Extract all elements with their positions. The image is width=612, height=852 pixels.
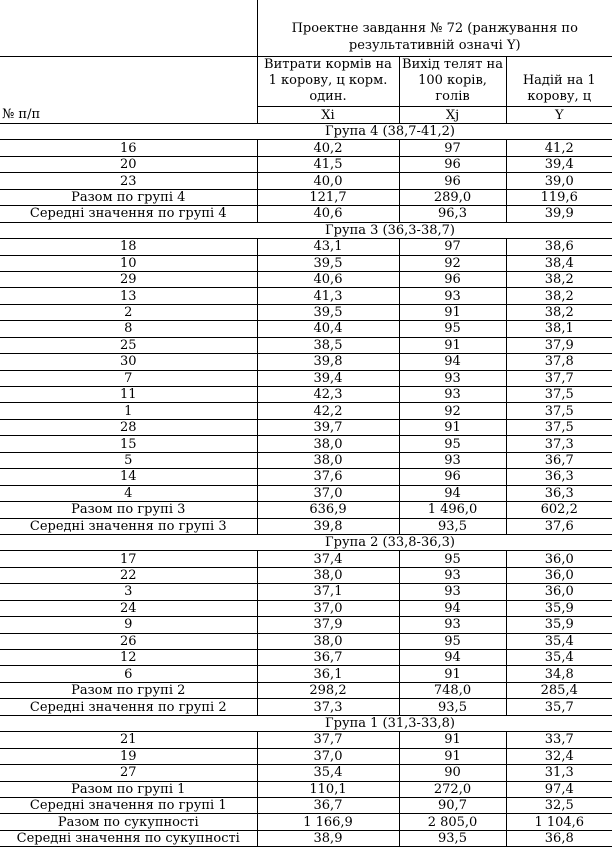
group-title: Група 2 (33,8-36,3): [325, 535, 455, 551]
milk-yield-cell: 39,4: [506, 156, 612, 172]
feed-cost-cell: 42,3: [257, 387, 399, 403]
feed-cost-cell: 40,4: [257, 321, 399, 337]
feed-cost-cell: 38,0: [257, 633, 399, 649]
overall-mean-feed: 38,9: [257, 830, 399, 846]
calves-cell: 91: [399, 419, 506, 435]
milk-yield-cell: 31,3: [506, 765, 612, 781]
group-title: Група 3 (36,3-38,7): [325, 222, 455, 238]
group-title-cell: [0, 222, 612, 238]
group-mean-label: Середні значення по групі 1: [0, 797, 257, 813]
group-mean-milk-yield: 32,5: [506, 797, 612, 813]
milk-yield-cell: 38,2: [506, 304, 612, 320]
group-mean-calves: 93,5: [399, 518, 506, 534]
farm-number-cell: 22: [0, 567, 257, 583]
table-row: [0, 239, 612, 255]
feed-cost-cell: 37,9: [257, 617, 399, 633]
table-row: [0, 370, 612, 386]
farm-number-cell: 5: [0, 452, 257, 468]
calves-cell: 93: [399, 387, 506, 403]
farm-number-cell: 21: [0, 732, 257, 748]
overall-mean-row: [0, 830, 612, 846]
calves-cell: 96: [399, 156, 506, 172]
group-mean-feed: 37,3: [257, 699, 399, 715]
overall-mean-label: Середні значення по сукупності: [0, 830, 257, 846]
feed-cost-cell: 42,2: [257, 403, 399, 419]
milk-yield-cell: 37,9: [506, 337, 612, 353]
milk-yield-cell: 37,5: [506, 419, 612, 435]
group-title-cell: [0, 534, 612, 550]
milk-yield-cell: 32,4: [506, 748, 612, 764]
group-total-feed: 110,1: [257, 781, 399, 797]
table-row: [0, 633, 612, 649]
table-row: [0, 617, 612, 633]
farm-number-cell: 29: [0, 271, 257, 287]
farm-number-cell: 30: [0, 354, 257, 370]
group-total-row: [0, 682, 612, 698]
table-row: [0, 567, 612, 583]
feed-cost-cell: 37,6: [257, 469, 399, 485]
milk-yield-cell: 37,5: [506, 387, 612, 403]
group-mean-calves: 93,5: [399, 699, 506, 715]
milk-yield-cell: 36,7: [506, 452, 612, 468]
symbol-y: Y: [506, 107, 612, 124]
group-title: Група 4 (38,7-41,2): [325, 124, 455, 140]
project-title: Проектне завдання № 72 (ранжування по результативній означі Y): [257, 0, 612, 57]
calves-cell: 94: [399, 354, 506, 370]
group-mean-label: Середні значення по групі 2: [0, 699, 257, 715]
farm-number-cell: 3: [0, 584, 257, 600]
farm-number-cell: 9: [0, 617, 257, 633]
group-total-label: Разом по групі 3: [0, 502, 257, 518]
farm-number-cell: 23: [0, 173, 257, 189]
group-header-row: [0, 715, 612, 731]
milk-yield-cell: 36,3: [506, 469, 612, 485]
table-row: [0, 321, 612, 337]
table-row: [0, 765, 612, 781]
farm-number-cell: 10: [0, 255, 257, 271]
table-row: [0, 304, 612, 320]
farm-number-cell: 1: [0, 403, 257, 419]
feed-cost-cell: 39,5: [257, 304, 399, 320]
group-header-row: [0, 124, 612, 140]
group-mean-label: Середні значення по групі 4: [0, 206, 257, 222]
group-total-feed: 298,2: [257, 682, 399, 698]
group-mean-label: Середні значення по групі 3: [0, 518, 257, 534]
table-row: [0, 748, 612, 764]
table-row: [0, 650, 612, 666]
group-total-calves: 289,0: [399, 189, 506, 205]
farm-number-cell: 19: [0, 748, 257, 764]
feed-cost-cell: 39,7: [257, 419, 399, 435]
milk-yield-cell: 38,6: [506, 239, 612, 255]
table-row: [0, 403, 612, 419]
calves-cell: 95: [399, 633, 506, 649]
farm-number-cell: 7: [0, 370, 257, 386]
overall-total-calves: 2 805,0: [399, 814, 506, 830]
column-header-calves: Вихід телят на 100 корів, голів: [399, 57, 506, 107]
table-row: [0, 469, 612, 485]
column-header-milk-yield: Надій на 1 корову, ц: [506, 57, 612, 107]
feed-cost-cell: 37,1: [257, 584, 399, 600]
milk-yield-cell: 38,2: [506, 271, 612, 287]
table-row: [0, 354, 612, 370]
calves-cell: 96: [399, 469, 506, 485]
farm-number-cell: 26: [0, 633, 257, 649]
milk-yield-cell: 35,9: [506, 617, 612, 633]
feed-cost-cell: 39,4: [257, 370, 399, 386]
farm-number-cell: 18: [0, 239, 257, 255]
farm-number-cell: 27: [0, 765, 257, 781]
milk-yield-cell: 35,4: [506, 633, 612, 649]
group-mean-feed: 40,6: [257, 206, 399, 222]
group-total-milk-yield: 602,2: [506, 502, 612, 518]
calves-cell: 93: [399, 567, 506, 583]
milk-yield-cell: 35,9: [506, 600, 612, 616]
table-row: [0, 600, 612, 616]
group-total-row: [0, 502, 612, 518]
milk-yield-cell: 38,4: [506, 255, 612, 271]
feed-cost-cell: 38,5: [257, 337, 399, 353]
calves-cell: 96: [399, 173, 506, 189]
calves-cell: 91: [399, 732, 506, 748]
feed-cost-cell: 38,0: [257, 567, 399, 583]
feed-cost-cell: 37,0: [257, 748, 399, 764]
milk-yield-cell: 39,0: [506, 173, 612, 189]
feed-cost-cell: 36,1: [257, 666, 399, 682]
overall-total-milk-yield: 1 104,6: [506, 814, 612, 830]
overall-mean-milk-yield: 36,8: [506, 830, 612, 846]
calves-cell: 95: [399, 436, 506, 452]
calves-cell: 91: [399, 304, 506, 320]
feed-cost-cell: 37,4: [257, 551, 399, 567]
milk-yield-cell: 35,4: [506, 650, 612, 666]
group-title: Група 1 (31,3-33,8): [325, 715, 455, 731]
title-row: [0, 0, 612, 57]
table-row: [0, 156, 612, 172]
table-row: [0, 288, 612, 304]
milk-yield-cell: 37,3: [506, 436, 612, 452]
column-header-npp: № п/п: [0, 57, 257, 124]
feed-cost-cell: 37,7: [257, 732, 399, 748]
calves-cell: 92: [399, 255, 506, 271]
table-row: [0, 271, 612, 287]
table-row: [0, 485, 612, 501]
group-total-feed: 121,7: [257, 189, 399, 205]
group-mean-calves: 96,3: [399, 206, 506, 222]
group-total-calves: 272,0: [399, 781, 506, 797]
calves-cell: 93: [399, 584, 506, 600]
table-row: [0, 255, 612, 271]
milk-yield-cell: 36,3: [506, 485, 612, 501]
farm-number-cell: 15: [0, 436, 257, 452]
feed-cost-cell: 38,0: [257, 452, 399, 468]
feed-cost-cell: 43,1: [257, 239, 399, 255]
milk-yield-cell: 36,0: [506, 567, 612, 583]
table-row: [0, 173, 612, 189]
group-header-row: [0, 222, 612, 238]
farm-number-cell: 28: [0, 419, 257, 435]
feed-cost-cell: 40,0: [257, 173, 399, 189]
calves-cell: 94: [399, 650, 506, 666]
group-total-calves: 748,0: [399, 682, 506, 698]
milk-yield-cell: 33,7: [506, 732, 612, 748]
group-mean-row: [0, 797, 612, 813]
farm-number-cell: 4: [0, 485, 257, 501]
calves-cell: 93: [399, 617, 506, 633]
group-total-label: Разом по групі 2: [0, 682, 257, 698]
calves-cell: 91: [399, 748, 506, 764]
milk-yield-cell: 38,2: [506, 288, 612, 304]
feed-cost-cell: 39,8: [257, 354, 399, 370]
farm-number-cell: 25: [0, 337, 257, 353]
group-header-row: [0, 534, 612, 550]
farm-number-cell: 20: [0, 156, 257, 172]
table-row: [0, 140, 612, 156]
overall-total-feed: 1 166,9: [257, 814, 399, 830]
calves-cell: 97: [399, 140, 506, 156]
column-header-row: [0, 57, 612, 107]
calves-cell: 91: [399, 666, 506, 682]
feed-cost-cell: 40,2: [257, 140, 399, 156]
milk-yield-cell: 34,8: [506, 666, 612, 682]
milk-yield-cell: 36,0: [506, 584, 612, 600]
group-mean-row: [0, 699, 612, 715]
group-mean-feed: 39,8: [257, 518, 399, 534]
feed-cost-cell: 41,3: [257, 288, 399, 304]
group-total-row: [0, 189, 612, 205]
calves-cell: 93: [399, 288, 506, 304]
calves-cell: 93: [399, 370, 506, 386]
farm-number-cell: 14: [0, 469, 257, 485]
farm-number-cell: 24: [0, 600, 257, 616]
overall-mean-calves: 93,5: [399, 830, 506, 846]
feed-cost-cell: 39,5: [257, 255, 399, 271]
feed-cost-cell: 36,7: [257, 650, 399, 666]
calves-cell: 93: [399, 452, 506, 468]
group-mean-row: [0, 206, 612, 222]
table-row: [0, 666, 612, 682]
calves-cell: 94: [399, 600, 506, 616]
group-total-calves: 1 496,0: [399, 502, 506, 518]
calves-cell: 95: [399, 321, 506, 337]
farm-number-cell: 11: [0, 387, 257, 403]
group-mean-row: [0, 518, 612, 534]
group-title-cell: [0, 124, 612, 140]
table-row: [0, 337, 612, 353]
calves-cell: 96: [399, 271, 506, 287]
farm-number-cell: 2: [0, 304, 257, 320]
group-total-milk-yield: 119,6: [506, 189, 612, 205]
group-mean-feed: 36,7: [257, 797, 399, 813]
milk-yield-cell: 37,5: [506, 403, 612, 419]
farm-number-cell: 6: [0, 666, 257, 682]
farm-number-cell: 17: [0, 551, 257, 567]
calves-cell: 94: [399, 485, 506, 501]
feed-cost-cell: 40,6: [257, 271, 399, 287]
table-row: [0, 436, 612, 452]
overall-total-label: Разом по сукупності: [0, 814, 257, 830]
table-row: [0, 732, 612, 748]
calves-cell: 95: [399, 551, 506, 567]
milk-yield-cell: 37,8: [506, 354, 612, 370]
table-row: [0, 551, 612, 567]
feed-cost-cell: 38,0: [257, 436, 399, 452]
calves-cell: 91: [399, 337, 506, 353]
feed-cost-cell: 35,4: [257, 765, 399, 781]
feed-cost-cell: 37,0: [257, 600, 399, 616]
group-total-milk-yield: 97,4: [506, 781, 612, 797]
calves-cell: 92: [399, 403, 506, 419]
column-header-feed: Витрати кормів на 1 корову, ц корм. один.: [257, 57, 399, 107]
table-row: [0, 452, 612, 468]
farm-number-cell: 8: [0, 321, 257, 337]
symbol-xi: Xi: [257, 107, 399, 124]
feed-cost-cell: 41,5: [257, 156, 399, 172]
group-mean-milk-yield: 37,6: [506, 518, 612, 534]
table-row: [0, 387, 612, 403]
group-title-cell: [0, 715, 612, 731]
calves-cell: 97: [399, 239, 506, 255]
farm-number-cell: 13: [0, 288, 257, 304]
table-row: [0, 584, 612, 600]
table-row: [0, 419, 612, 435]
farm-number-cell: 12: [0, 650, 257, 666]
empty-corner-cell: [0, 0, 257, 57]
calves-cell: 90: [399, 765, 506, 781]
milk-yield-cell: 41,2: [506, 140, 612, 156]
group-total-milk-yield: 285,4: [506, 682, 612, 698]
symbol-xj: Xj: [399, 107, 506, 124]
milk-yield-cell: 36,0: [506, 551, 612, 567]
milk-yield-cell: 37,7: [506, 370, 612, 386]
group-mean-milk-yield: 35,7: [506, 699, 612, 715]
group-mean-calves: 90,7: [399, 797, 506, 813]
feed-cost-cell: 37,0: [257, 485, 399, 501]
group-total-row: [0, 781, 612, 797]
milk-yield-cell: 38,1: [506, 321, 612, 337]
group-total-feed: 636,9: [257, 502, 399, 518]
farm-number-cell: 16: [0, 140, 257, 156]
group-total-label: Разом по групі 1: [0, 781, 257, 797]
group-total-label: Разом по групі 4: [0, 189, 257, 205]
overall-total-row: [0, 814, 612, 830]
group-mean-milk-yield: 39,9: [506, 206, 612, 222]
